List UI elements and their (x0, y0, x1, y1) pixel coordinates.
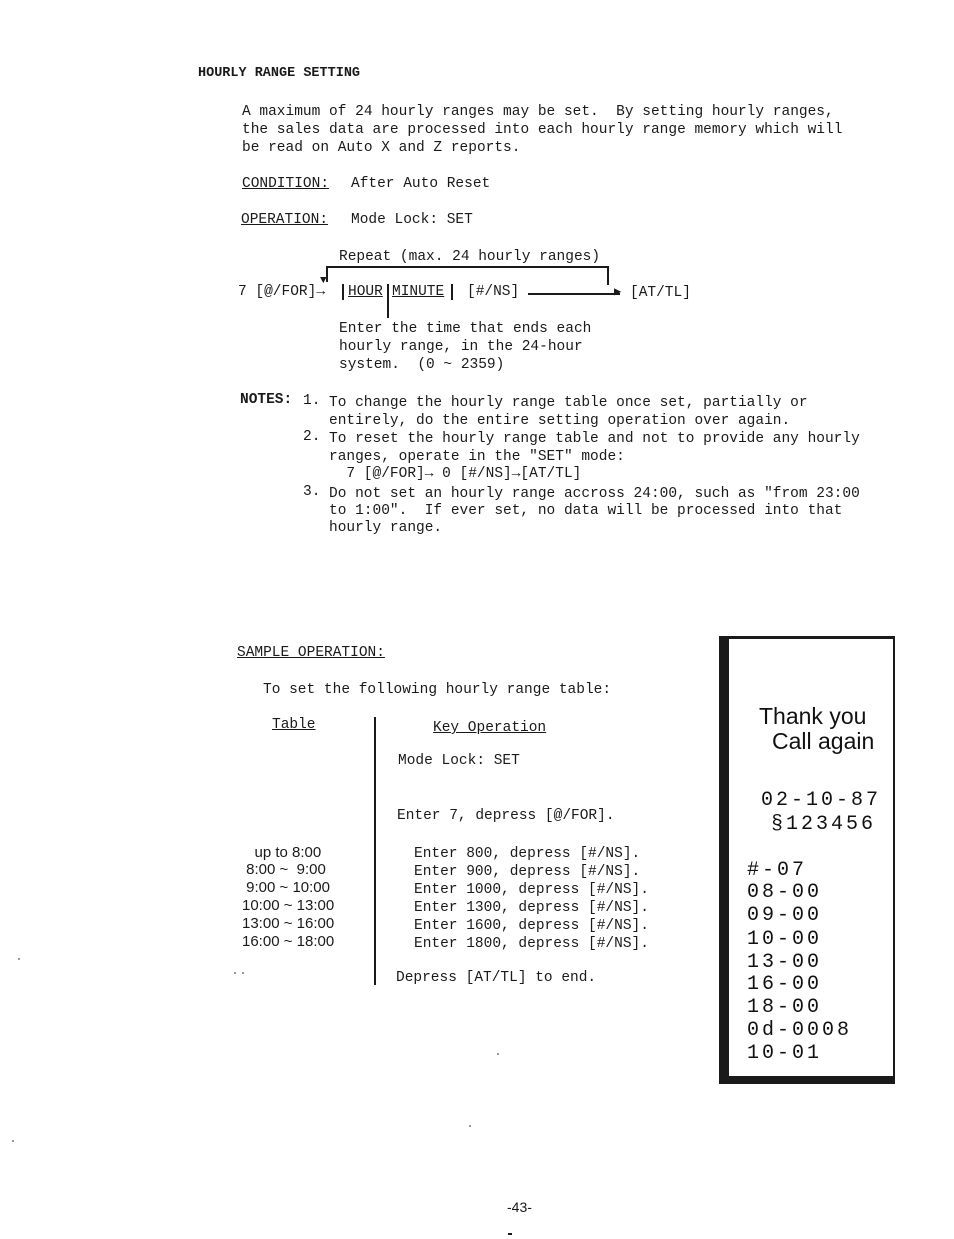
receipt-line: #-07 (747, 859, 808, 882)
diagram-note-2: hourly range, in the 24-hour (339, 339, 583, 355)
receipt-line: 08-00 (747, 881, 823, 904)
down-arrow-icon: ▼ (320, 275, 327, 287)
table-divider (374, 717, 376, 985)
receipt-line: 10-00 (747, 928, 823, 951)
condition-value: After Auto Reset (351, 176, 491, 192)
intro-line-1: A maximum of 24 hourly ranges may be set. By setting hourly ranges, (242, 104, 834, 120)
repeat-label: Repeat (max. 24 hourly ranges) (339, 249, 601, 265)
receipt-line: 10-01 (747, 1042, 823, 1065)
scan-speck (234, 972, 236, 974)
receipt (719, 636, 895, 1084)
section-title: HOURLY RANGE SETTING (198, 66, 361, 81)
scan-speck (18, 958, 20, 960)
note-1-number: 1. (303, 393, 321, 409)
diagram-note-1: Enter the time that ends each (339, 321, 592, 337)
note-3-number: 3. (303, 484, 321, 500)
range-row: up to 8:00 (242, 844, 322, 861)
range-row: 13:00 ~ 16:00 (242, 915, 335, 932)
key-step: Enter 1800, depress [#/NS]. (414, 936, 649, 952)
receipt-line: 18-00 (747, 996, 823, 1019)
note-2-line-2: ranges, operate in the "SET" mode: (329, 449, 625, 465)
receipt-line: 13-00 (747, 951, 823, 974)
minute-key: MINUTE (392, 284, 445, 300)
scan-speck (469, 1125, 471, 1127)
page-number: -43- (507, 1199, 532, 1215)
range-row: 9:00 ~ 10:00 (242, 879, 330, 896)
key-step: Enter 1000, depress [#/NS]. (414, 882, 649, 898)
hour-box-left (342, 284, 344, 300)
notes-label: NOTES: (240, 392, 293, 408)
repeat-bracket-top (326, 266, 608, 268)
receipt-number: §123456 (771, 813, 877, 836)
hour-key: HOUR (348, 284, 383, 300)
range-row: 10:00 ~ 13:00 (242, 897, 335, 914)
mode-lock-text: Mode Lock: SET (398, 753, 520, 769)
intro-line-2: the sales data are processed into each hourly range memory which will (242, 122, 843, 138)
enter-7-text: Enter 7, depress [@/FOR]. (397, 808, 615, 824)
key-step: Enter 1600, depress [#/NS]. (414, 918, 649, 934)
ns-key: [#/NS] (467, 284, 520, 300)
receipt-thank-you: Thank you (759, 703, 867, 729)
diagram-start: 7 [@/FOR]→ (238, 284, 326, 300)
note-2-line-3: 7 [@/FOR]→ 0 [#/NS]→[AT/TL] (329, 466, 582, 482)
key-operation-header: Key Operation (433, 720, 547, 736)
key-step: Enter 900, depress [#/NS]. (414, 864, 641, 880)
end-key: [AT/TL] (630, 285, 691, 301)
page-mark (508, 1233, 512, 1235)
scan-speck (12, 1140, 14, 1142)
hour-minute-divider (387, 284, 389, 318)
scan-speck (242, 972, 244, 974)
note-3-line-3: hourly range. (329, 520, 443, 536)
note-2-number: 2. (303, 429, 321, 445)
scan-speck (497, 1053, 499, 1055)
key-step: Enter 800, depress [#/NS]. (414, 846, 641, 862)
right-arrow-icon: ▶ (614, 285, 622, 299)
sample-title: SAMPLE OPERATION: (237, 645, 385, 661)
repeat-bracket-right (607, 266, 609, 285)
receipt-line: 0d-0008 (747, 1019, 853, 1042)
sample-intro: To set the following hourly range table: (263, 682, 612, 698)
minute-box-right (451, 284, 453, 300)
note-2-line-1: To reset the hourly range table and not to provide any hourly (329, 431, 860, 447)
receipt-line: 09-00 (747, 904, 823, 927)
receipt-line: 16-00 (747, 973, 823, 996)
diagram-note-3: system. (0 ~ 2359) (339, 357, 505, 373)
note-1-line-1: To change the hourly range table once set, partially or (329, 395, 808, 411)
note-3-line-2: to 1:00". If ever set, no data will be processed into that (329, 503, 843, 519)
range-row: 8:00 ~ 9:00 (242, 861, 326, 878)
condition-label: CONDITION: (242, 176, 330, 192)
end-instruction: Depress [AT/TL] to end. (396, 970, 597, 986)
table-header: Table (272, 717, 316, 733)
operation-value: Mode Lock: SET (351, 212, 473, 228)
receipt-date: 02-10-87 (761, 789, 882, 812)
receipt-call-again: Call again (772, 728, 875, 754)
operation-label: OPERATION: (241, 212, 329, 228)
key-step: Enter 1300, depress [#/NS]. (414, 900, 649, 916)
sequence-arrow-line (528, 293, 620, 295)
range-row: 16:00 ~ 18:00 (242, 933, 335, 950)
note-3-line-1: Do not set an hourly range accross 24:00, such as "from 23:00 (329, 486, 860, 502)
intro-line-3: be read on Auto X and Z reports. (242, 140, 521, 156)
note-1-line-2: entirely, do the entire setting operation over again. (329, 413, 791, 429)
